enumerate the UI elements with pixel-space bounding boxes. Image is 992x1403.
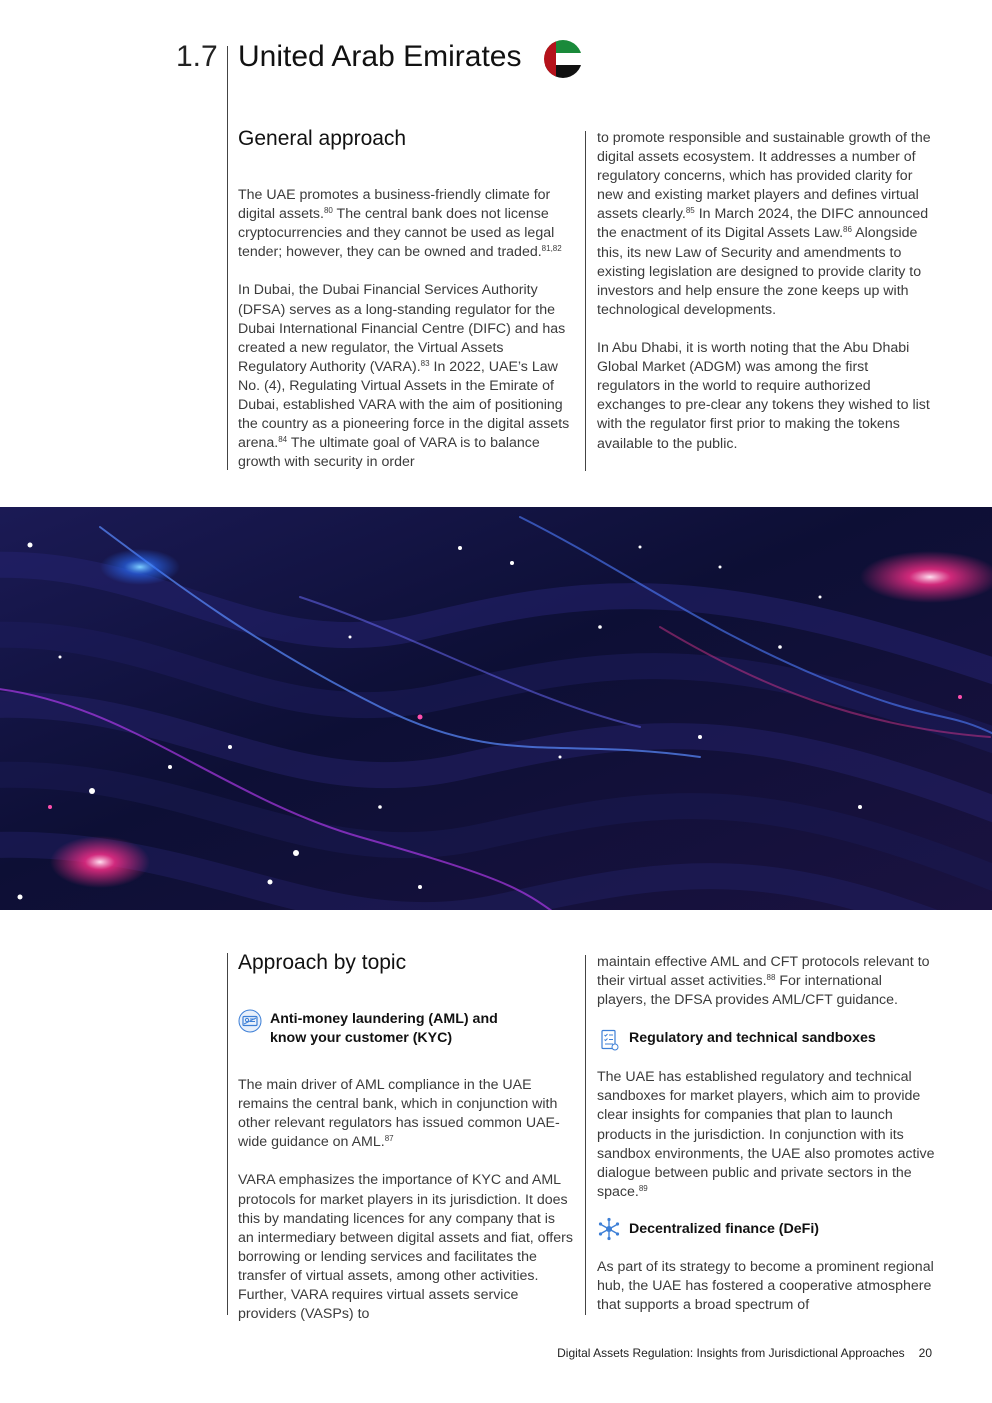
approach-by-topic-heading: Approach by topic (238, 951, 407, 974)
paragraph: The UAE promotes a business-friendly climate for digital assets.$^{80}$ The central bank does not license cryptocurrencies and they cannot be used as legal tender; however, they can be owned and traded.$^{81,82}$ (238, 187, 562, 261)
section-divider (227, 46, 228, 470)
general-right-column (597, 129, 935, 454)
paragraph: In Dubai, the Dubai Financial Services Authority (DFSA) serves as a long-standing regulator for the Dubai International Financial Centre (DIFC) and has created a new regulator, the Virtual Assets Regulatory Authority (VARA).$^{83}$ In 2022, UAE’s Law No. (4), Regulating Virtual Assets in the Emirate of Dubai, established VARA with the aim of positioning the country as a pioneering force in the digital assets arena.$^{84}$ The ultimate goal of VARA is to balance growth with security in order (238, 282, 570, 471)
footer-title: Digital Assets Regulation: (557, 1346, 694, 1360)
aml-id-card-icon (238, 1009, 262, 1033)
page-title: United Arab Emirates (238, 40, 522, 73)
section-number: 1.7 (176, 40, 218, 73)
paragraph: maintain effective AML and CFT protocols relevant to their virtual asset activities.$^{88}$ For international players, the DFSA provides AML/CFT guidance. (597, 954, 930, 1009)
aml-topic-title: Anti-money laundering (AML) and know your customer (KYC) (270, 1011, 498, 1047)
defi-topic-heading (597, 1218, 935, 1242)
paragraph: VARA emphasizes the importance of KYC and AML protocols for market players in its jurisdiction. It does this by mandating licences for any company that is an intermediary between digital assets and fiat, offers borrowing or lending services and facilitates the transfer of virtual assets, among other activities. Further, VARA requires virtual assets service providers (VASPs) to (238, 1172, 573, 1323)
sandboxes-topic-title: Regulatory and technical sandboxes (629, 1030, 876, 1047)
column-divider (585, 955, 586, 1315)
section-divider (227, 953, 228, 1315)
general-approach-heading: General approach (238, 127, 407, 150)
defi-network-icon (597, 1217, 621, 1241)
sandboxes-topic-heading (597, 1029, 935, 1050)
topics-right-column (597, 953, 935, 1315)
paragraph: In Abu Dhabi, it is worth noting that the Abu Dhabi Global Market (ADGM) was among the first regulators in the world to require authorized exchanges to pre-clear any tokens they wished to list with the regulator first prior to making the tokens available to the public. (597, 340, 930, 452)
sandbox-checklist-icon (597, 1028, 621, 1052)
aml-topic-heading (238, 1010, 574, 1048)
page-number: 20 (918, 1346, 932, 1360)
paragraph: to promote responsible and sustainable growth of the digital assets ecosystem. It addresses a number of regulatory concerns, which has provided clarity for new and existing market players and defines virtual assets clearly.$^{85}$ In March 2024, the DIFC announced the enactment of its Digital Assets Law.$^{86}$ Alongside this, its new Law of Security and amendments to existing legislation are designed to provide clarity to investors and help ensure the zone keeps up with technological developments. (597, 130, 931, 318)
uae-flag-icon (544, 40, 582, 78)
defi-topic-title: Decentralized finance (DeFi) (629, 1221, 820, 1238)
general-left-column (238, 186, 574, 472)
paragraph: The main driver of AML compliance in the UAE remains the central bank, which in conjunction with other relevant regulators has issued common UAE-wide guidance on AML.$^{87}$ (238, 1077, 560, 1151)
page-footer (557, 1346, 932, 1360)
column-divider (585, 131, 586, 471)
digital-waves-image (0, 507, 992, 910)
paragraph: As part of its strategy to become a prominent regional hub, the UAE has fostered a cooperative atmosphere that supports a broad spectrum of (597, 1258, 934, 1314)
paragraph: The UAE has established regulatory and technical sandboxes for market players, which aim to provide clear insights for companies that plan to launch products in the jurisdiction. In conjunction with its sandbox environments, the UAE also promotes active dialogue between public and private sectors in the space.$^{89}$ (597, 1069, 935, 1200)
footer-subtitle: Insights from Jurisdictional Approaches (693, 1346, 905, 1360)
topics-left-column (238, 1010, 574, 1324)
